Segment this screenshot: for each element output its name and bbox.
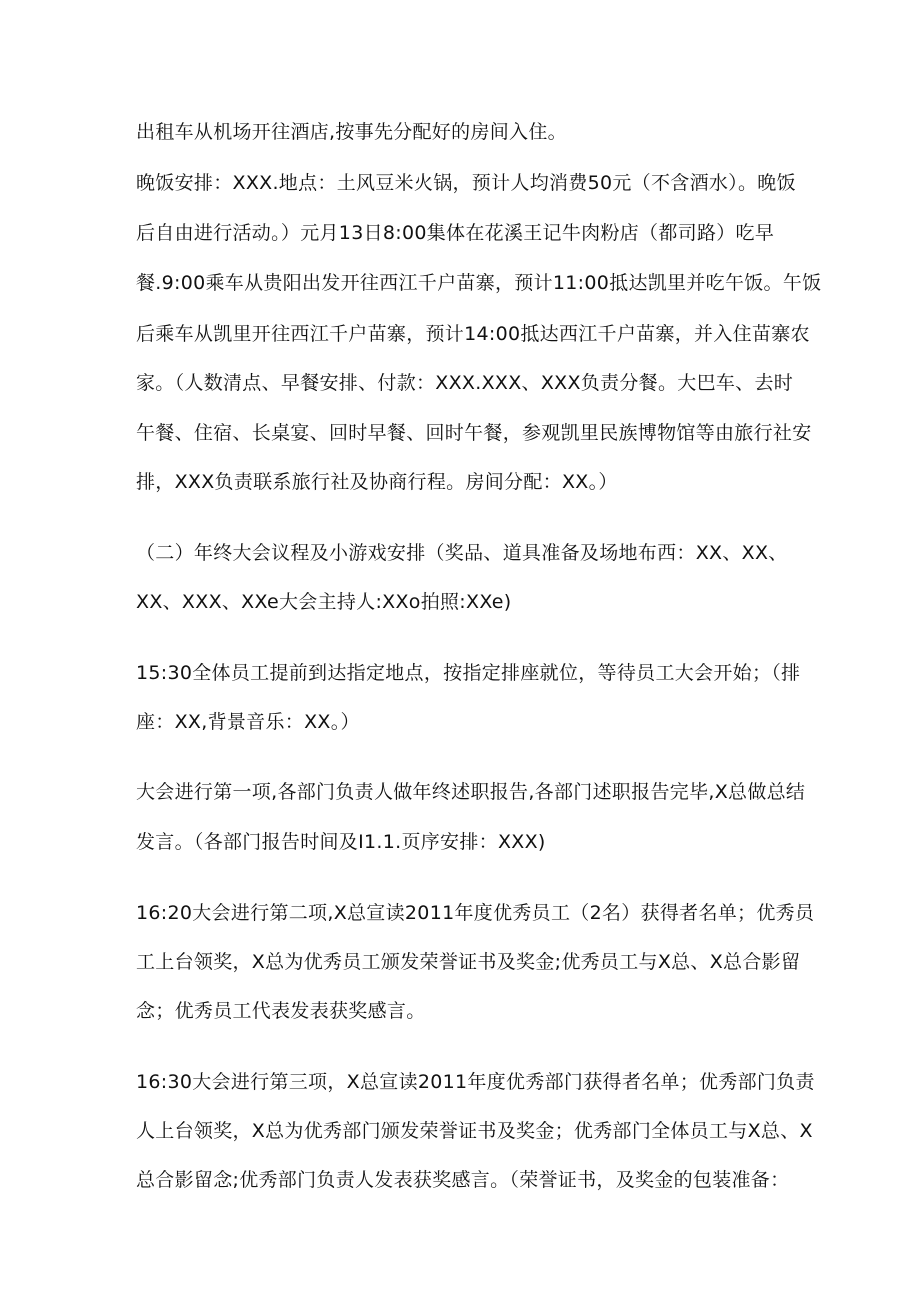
- text-line: 餐.9:00乘车从贵阳出发开往西江千户苗寨，预计11:00抵达凯里并吃午饭。午饭: [136, 272, 822, 294]
- text-line: 发言。（各部门报告时间及I1.1.页序安排：XXX): [136, 831, 546, 853]
- text-line: 家。（人数清点、早餐安排、付款：XXX.XXX、XXX负责分餐。大巴车、去时: [136, 372, 794, 394]
- text-line: 后乘车从凯里开往西江千户苗寨，预计14:00抵达西江千户苗寨，并入住苗寨农: [136, 323, 810, 345]
- text-line: 午餐、住宿、长桌宴、回时早餐、回时午餐，参观凯里民族博物馆等由旅行社安: [136, 422, 812, 444]
- text-line: 15:30全体员工提前到达指定地点，按指定排座就位，等待员工大会开始；（排: [136, 662, 801, 684]
- text-line: 工上台领奖，X总为优秀员工颁发荣誉证书及奖金;优秀员工与X总、X总合影留: [136, 951, 801, 973]
- text-line: 大会进行第一项,各部门负责人做年终述职报告,各部门述职报告完毕,X总做总结: [136, 781, 806, 803]
- text-line: 16:30大会进行第三项，X总宣读2011年度优秀部门获得者名单；优秀部门负责: [136, 1071, 815, 1093]
- text-line: （二）年终大会议程及小游戏安排（奖品、道具准备及场地布西：XX、XX、: [136, 542, 788, 564]
- text-line: 座：XX,背景音乐：XX。）: [136, 711, 360, 733]
- text-line: 出租车从机场开往酒店,按事先分配好的房间入住。: [136, 121, 567, 143]
- text-line: 念；优秀员工代表发表获奖感言。: [136, 1000, 426, 1022]
- text-line: 晚饭安排：XXX.地点：土风豆米火锅，预计人均消费50元（不含酒水）。晚饭: [136, 172, 796, 194]
- text-line: 16:20大会进行第二项,X总宣读2011年度优秀员工（2名）获得者名单；优秀员: [136, 902, 815, 924]
- text-line: XX、XXX、XXe大会主持人:XXo拍照:XXe): [136, 591, 512, 613]
- text-line: 排，XXX负责联系旅行社及协商行程。房间分配：XX。）: [136, 471, 618, 493]
- text-line: 人上台领奖，X总为优秀部门颁发荣誉证书及奖金；优秀部门全体员工与X总、X: [136, 1120, 813, 1142]
- text-line: 后自由进行活动。）元月13日8:00集体在花溪王记牛肉粉店（都司路）吃早: [136, 222, 775, 244]
- text-line: 总合影留念;优秀部门负责人发表获奖感言。（荣誉证书，及奖金的包装准备：: [136, 1169, 790, 1191]
